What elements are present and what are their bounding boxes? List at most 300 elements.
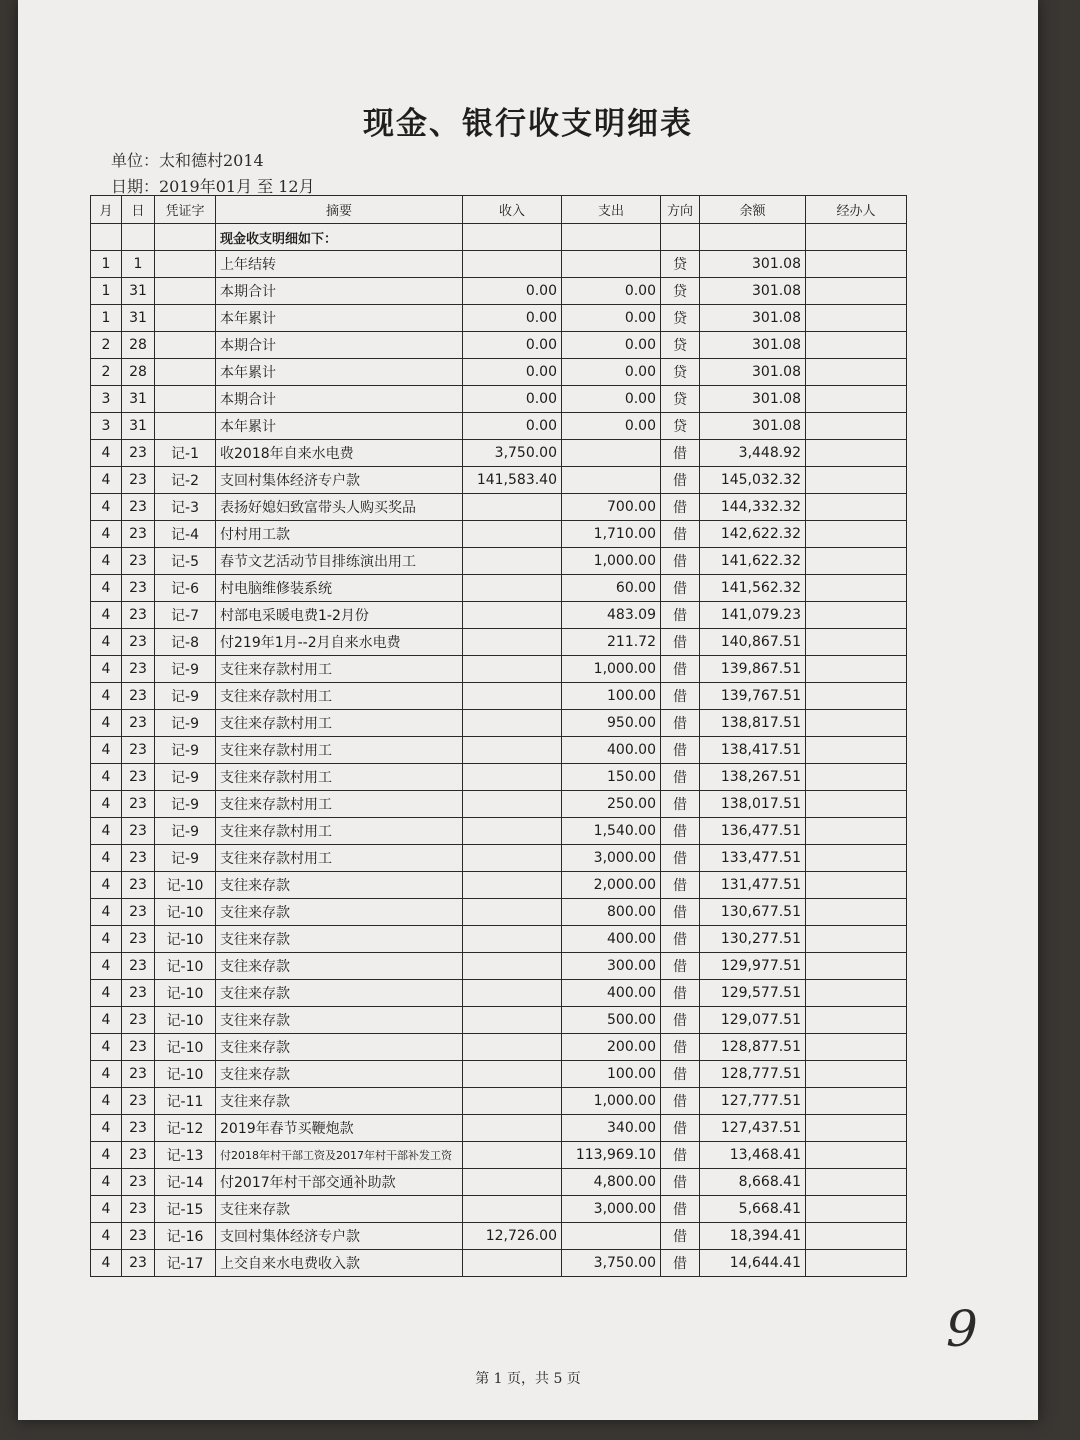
cell-balance: 128,777.51 (700, 1061, 806, 1088)
cell-balance: 145,032.32 (700, 467, 806, 494)
cell-income (463, 1061, 562, 1088)
cell-direction: 借 (661, 1115, 700, 1142)
cell-month: 4 (91, 494, 122, 521)
cell-handler (806, 1115, 907, 1142)
cell-day: 23 (122, 1223, 155, 1250)
cell-expense: 340.00 (562, 1115, 661, 1142)
col-voucher: 凭证字 (155, 196, 216, 224)
cell-expense: 800.00 (562, 899, 661, 926)
col-expense: 支出 (562, 196, 661, 224)
cell-income (463, 710, 562, 737)
cell-day: 31 (122, 278, 155, 305)
cell-expense: 0.00 (562, 332, 661, 359)
cell-expense: 300.00 (562, 953, 661, 980)
cell-expense: 200.00 (562, 1034, 661, 1061)
cell-voucher: 记-12 (155, 1115, 216, 1142)
cell-day: 23 (122, 602, 155, 629)
cell-voucher: 记-10 (155, 1007, 216, 1034)
cell-expense: 2,000.00 (562, 872, 661, 899)
cell-direction: 借 (661, 1223, 700, 1250)
cell-direction: 借 (661, 683, 700, 710)
cell-direction: 借 (661, 899, 700, 926)
cell-balance: 138,017.51 (700, 791, 806, 818)
cell-month: 4 (91, 602, 122, 629)
cell-balance: 139,767.51 (700, 683, 806, 710)
cell-expense: 3,750.00 (562, 1250, 661, 1277)
cell-income (463, 791, 562, 818)
cell-month: 2 (91, 359, 122, 386)
cell-month: 4 (91, 548, 122, 575)
cell-voucher (155, 305, 216, 332)
col-handler: 经办人 (806, 196, 907, 224)
cell-direction: 借 (661, 1007, 700, 1034)
cell-description: 村部电采暖电费1-2月份 (216, 602, 463, 629)
cell-income (463, 602, 562, 629)
col-direction: 方向 (661, 196, 700, 224)
cell-direction: 借 (661, 764, 700, 791)
table-row (91, 872, 907, 899)
cell-month: 4 (91, 1142, 122, 1169)
cell-day: 28 (122, 359, 155, 386)
cell-voucher: 记-5 (155, 548, 216, 575)
cell-voucher: 记-10 (155, 872, 216, 899)
cell-income (463, 521, 562, 548)
cell-direction: 借 (661, 710, 700, 737)
cell-expense: 500.00 (562, 1007, 661, 1034)
ledger-table (90, 195, 907, 1277)
cell-month: 4 (91, 872, 122, 899)
cell-direction: 借 (661, 845, 700, 872)
cell-income (463, 1196, 562, 1223)
cell-month: 3 (91, 413, 122, 440)
cell-direction: 借 (661, 1034, 700, 1061)
cell-month: 4 (91, 521, 122, 548)
cell-voucher: 记-4 (155, 521, 216, 548)
cell-income: 12,726.00 (463, 1223, 562, 1250)
cell-expense: 3,000.00 (562, 845, 661, 872)
cell-month: 1 (91, 251, 122, 278)
cell-day: 23 (122, 1034, 155, 1061)
cell-description: 支往来存款 (216, 1088, 463, 1115)
table-row (91, 980, 907, 1007)
cell-handler (806, 359, 907, 386)
cell-balance: 301.08 (700, 332, 806, 359)
cell-description: 付2017年村干部交通补助款 (216, 1169, 463, 1196)
cell-day: 31 (122, 413, 155, 440)
cell-income (463, 818, 562, 845)
cell-expense: 211.72 (562, 629, 661, 656)
cell-description: 支往来存款 (216, 872, 463, 899)
cell-month: 4 (91, 737, 122, 764)
cell-voucher: 记-13 (155, 1142, 216, 1169)
table-row (91, 521, 907, 548)
cell-handler (806, 494, 907, 521)
cell-balance: 3,448.92 (700, 440, 806, 467)
table-row (91, 710, 907, 737)
cell-day: 23 (122, 1250, 155, 1277)
cell-description: 支往来存款 (216, 899, 463, 926)
cell-balance: 301.08 (700, 413, 806, 440)
cell-income (463, 251, 562, 278)
cell-month: 4 (91, 440, 122, 467)
cell-month: 4 (91, 1088, 122, 1115)
cell-voucher: 记-9 (155, 737, 216, 764)
cell-balance: 142,622.32 (700, 521, 806, 548)
cell-voucher (155, 359, 216, 386)
cell-direction: 贷 (661, 305, 700, 332)
cell-income (463, 1115, 562, 1142)
cell-month: 4 (91, 1169, 122, 1196)
cell-month: 1 (91, 305, 122, 332)
cell-voucher: 记-9 (155, 683, 216, 710)
cell-expense: 0.00 (562, 386, 661, 413)
cell-handler (806, 656, 907, 683)
cell-month: 4 (91, 629, 122, 656)
cell-expense: 0.00 (562, 278, 661, 305)
table-row (91, 845, 907, 872)
cell-description: 支往来存款村用工 (216, 845, 463, 872)
cell-description: 支往来存款村用工 (216, 737, 463, 764)
cell-month: 4 (91, 1223, 122, 1250)
cell-voucher: 记-9 (155, 791, 216, 818)
cell-month: 4 (91, 899, 122, 926)
cell-description: 支往来存款 (216, 1034, 463, 1061)
cell-day: 23 (122, 440, 155, 467)
cell-expense: 150.00 (562, 764, 661, 791)
cell-handler (806, 1061, 907, 1088)
cell-income: 3,750.00 (463, 440, 562, 467)
table-row (91, 1115, 907, 1142)
cell-day: 23 (122, 953, 155, 980)
table-row (91, 953, 907, 980)
cell-voucher: 记-16 (155, 1223, 216, 1250)
cell-day: 23 (122, 1007, 155, 1034)
cell-income: 0.00 (463, 278, 562, 305)
cell-voucher (155, 386, 216, 413)
cell-handler (806, 818, 907, 845)
cell-day: 23 (122, 737, 155, 764)
cell-description: 本年累计 (216, 359, 463, 386)
cell-expense: 250.00 (562, 791, 661, 818)
cell-direction: 借 (661, 575, 700, 602)
cell-balance: 130,277.51 (700, 926, 806, 953)
cell-description: 支往来存款村用工 (216, 683, 463, 710)
cell-day: 23 (122, 575, 155, 602)
cell-voucher: 记-1 (155, 440, 216, 467)
cell-voucher: 记-15 (155, 1196, 216, 1223)
cell-expense (562, 440, 661, 467)
cell-month: 4 (91, 710, 122, 737)
document-page (18, 0, 1038, 1420)
cell-description: 付219年1月--2月自来水电费 (216, 629, 463, 656)
cell-description: 2019年春节买鞭炮款 (216, 1115, 463, 1142)
cell-income (463, 1088, 562, 1115)
cell-description: 支往来存款村用工 (216, 791, 463, 818)
cell-handler (806, 440, 907, 467)
cell-direction: 贷 (661, 386, 700, 413)
cell-handler (806, 386, 907, 413)
cell-handler (806, 548, 907, 575)
col-day: 日 (122, 196, 155, 224)
cell-expense: 4,800.00 (562, 1169, 661, 1196)
cell-expense: 700.00 (562, 494, 661, 521)
cell-voucher: 记-6 (155, 575, 216, 602)
cell-handler (806, 1223, 907, 1250)
table-row (91, 737, 907, 764)
cell-description: 上交自来水电费收入款 (216, 1250, 463, 1277)
cell-description: 春节文艺活动节目排练演出用工 (216, 548, 463, 575)
cell-expense: 400.00 (562, 737, 661, 764)
cell-voucher: 记-8 (155, 629, 216, 656)
cell-balance: 131,477.51 (700, 872, 806, 899)
cell-direction: 贷 (661, 251, 700, 278)
cell-description: 付村用工款 (216, 521, 463, 548)
cell-expense: 483.09 (562, 602, 661, 629)
cell-voucher: 记-9 (155, 818, 216, 845)
date-line: 日期：2019年01月 至 12月 (111, 177, 315, 196)
page-footer: 第 1 页，共 5 页 (475, 1371, 581, 1387)
cell-handler (806, 980, 907, 1007)
cell-voucher: 记-3 (155, 494, 216, 521)
cell-balance: 127,437.51 (700, 1115, 806, 1142)
cell-month: 4 (91, 683, 122, 710)
cell-day: 23 (122, 1088, 155, 1115)
cell-expense: 100.00 (562, 683, 661, 710)
col-month: 月 (91, 196, 122, 224)
cell-direction: 借 (661, 1169, 700, 1196)
cell-direction: 借 (661, 548, 700, 575)
cell-income: 0.00 (463, 359, 562, 386)
cell-description: 上年结转 (216, 251, 463, 278)
cell-handler (806, 1142, 907, 1169)
cell-month: 4 (91, 1196, 122, 1223)
cell-voucher: 记-9 (155, 764, 216, 791)
table-row (91, 278, 907, 305)
cell-voucher: 记-2 (155, 467, 216, 494)
table-row (91, 305, 907, 332)
cell-income (463, 656, 562, 683)
cell-direction: 借 (661, 980, 700, 1007)
cell-balance: 136,477.51 (700, 818, 806, 845)
cell-handler (806, 602, 907, 629)
cell-income: 141,583.40 (463, 467, 562, 494)
cell-handler (806, 278, 907, 305)
cell-income (463, 494, 562, 521)
cell-handler (806, 1169, 907, 1196)
cell-handler (806, 683, 907, 710)
cell-direction: 借 (661, 1250, 700, 1277)
cell-day: 23 (122, 1142, 155, 1169)
cell-income (463, 980, 562, 1007)
cell-handler (806, 467, 907, 494)
cell-income: 0.00 (463, 413, 562, 440)
cell-month: 4 (91, 1061, 122, 1088)
cell-balance: 301.08 (700, 251, 806, 278)
cell-day: 23 (122, 764, 155, 791)
cell-direction: 借 (661, 1196, 700, 1223)
cell-description: 支往来存款 (216, 1196, 463, 1223)
cell-description: 收2018年自来水电费 (216, 440, 463, 467)
cell-expense: 1,540.00 (562, 818, 661, 845)
cell-expense (562, 467, 661, 494)
cell-balance: 130,677.51 (700, 899, 806, 926)
cell-description: 表扬好媳妇致富带头人购买奖品 (216, 494, 463, 521)
table-row (91, 629, 907, 656)
cell-handler (806, 332, 907, 359)
cell-income (463, 1142, 562, 1169)
cell-day: 31 (122, 386, 155, 413)
cell-month: 4 (91, 980, 122, 1007)
cell-direction: 借 (661, 629, 700, 656)
section-row (91, 224, 907, 251)
table-row (91, 1196, 907, 1223)
cell-description: 本期合计 (216, 332, 463, 359)
col-balance: 余额 (700, 196, 806, 224)
cell-description: 本年累计 (216, 413, 463, 440)
cell-handler (806, 791, 907, 818)
cell-voucher: 记-10 (155, 980, 216, 1007)
cell-month: 4 (91, 845, 122, 872)
cell-handler (806, 1088, 907, 1115)
cell-voucher: 记-10 (155, 1034, 216, 1061)
table-row (91, 386, 907, 413)
table-row (91, 1007, 907, 1034)
cell-balance: 5,668.41 (700, 1196, 806, 1223)
cell-handler (806, 629, 907, 656)
col-income: 收入 (463, 196, 562, 224)
cell-month: 4 (91, 467, 122, 494)
cell-day: 28 (122, 332, 155, 359)
cell-expense: 1,000.00 (562, 1088, 661, 1115)
cell-voucher: 记-9 (155, 656, 216, 683)
cell-handler (806, 737, 907, 764)
cell-day: 23 (122, 710, 155, 737)
cell-month: 1 (91, 278, 122, 305)
cell-day: 23 (122, 521, 155, 548)
cell-month: 2 (91, 332, 122, 359)
cell-direction: 借 (661, 1142, 700, 1169)
cell-handler (806, 1034, 907, 1061)
cell-balance: 14,644.41 (700, 1250, 806, 1277)
cell-income (463, 737, 562, 764)
cell-day: 23 (122, 1061, 155, 1088)
table-row (91, 764, 907, 791)
cell-income: 0.00 (463, 386, 562, 413)
cell-balance: 301.08 (700, 386, 806, 413)
cell-expense: 60.00 (562, 575, 661, 602)
table-row (91, 251, 907, 278)
cell-handler (806, 764, 907, 791)
cell-description: 支往来存款 (216, 1007, 463, 1034)
cell-expense: 1,710.00 (562, 521, 661, 548)
cell-direction: 贷 (661, 359, 700, 386)
cell-description: 付2018年村干部工资及2017年村干部补发工资 (216, 1142, 463, 1169)
cell-voucher: 记-17 (155, 1250, 216, 1277)
cell-handler (806, 953, 907, 980)
cell-income: 0.00 (463, 305, 562, 332)
page-title: 现金、银行收支明细表 (363, 106, 693, 142)
table-row (91, 575, 907, 602)
cell-day: 23 (122, 791, 155, 818)
cell-direction: 借 (661, 467, 700, 494)
cell-day: 23 (122, 1169, 155, 1196)
cell-income (463, 548, 562, 575)
cell-balance: 138,417.51 (700, 737, 806, 764)
cell-direction: 借 (661, 602, 700, 629)
table-row (91, 1142, 907, 1169)
cell-income (463, 899, 562, 926)
table-row (91, 602, 907, 629)
cell-direction: 借 (661, 1061, 700, 1088)
cell-description: 支往来存款村用工 (216, 656, 463, 683)
cell-balance: 141,562.32 (700, 575, 806, 602)
cell-description: 支回村集体经济专户款 (216, 467, 463, 494)
cell-month: 4 (91, 818, 122, 845)
cell-direction: 贷 (661, 413, 700, 440)
col-description: 摘要 (216, 196, 463, 224)
cell-balance: 129,077.51 (700, 1007, 806, 1034)
cell-description: 支往来存款 (216, 953, 463, 980)
cell-expense: 1,000.00 (562, 656, 661, 683)
cell-direction: 借 (661, 440, 700, 467)
cell-balance: 133,477.51 (700, 845, 806, 872)
section-label: 现金收支明细如下： (216, 224, 463, 251)
cell-voucher: 记-9 (155, 710, 216, 737)
table-row (91, 791, 907, 818)
table-row (91, 548, 907, 575)
cell-balance: 138,817.51 (700, 710, 806, 737)
cell-balance: 129,577.51 (700, 980, 806, 1007)
cell-voucher (155, 251, 216, 278)
cell-income: 0.00 (463, 332, 562, 359)
cell-description: 支往来存款 (216, 980, 463, 1007)
cell-handler (806, 305, 907, 332)
cell-expense: 950.00 (562, 710, 661, 737)
cell-handler (806, 845, 907, 872)
cell-expense (562, 1223, 661, 1250)
cell-balance: 127,777.51 (700, 1088, 806, 1115)
cell-day: 23 (122, 899, 155, 926)
table-row (91, 440, 907, 467)
cell-description: 本年累计 (216, 305, 463, 332)
header-row (91, 196, 907, 224)
cell-month: 4 (91, 1007, 122, 1034)
cell-income (463, 926, 562, 953)
cell-balance: 301.08 (700, 359, 806, 386)
cell-description: 村电脑维修装系统 (216, 575, 463, 602)
cell-balance: 18,394.41 (700, 1223, 806, 1250)
table-row (91, 656, 907, 683)
table-row (91, 359, 907, 386)
table-row (91, 413, 907, 440)
cell-day: 31 (122, 305, 155, 332)
cell-expense: 400.00 (562, 980, 661, 1007)
cell-expense: 0.00 (562, 359, 661, 386)
cell-day: 23 (122, 494, 155, 521)
cell-direction: 借 (661, 521, 700, 548)
cell-handler (806, 521, 907, 548)
cell-expense: 1,000.00 (562, 548, 661, 575)
cell-voucher: 记-10 (155, 953, 216, 980)
cell-handler (806, 926, 907, 953)
cell-day: 23 (122, 1115, 155, 1142)
table-row (91, 1061, 907, 1088)
cell-day: 23 (122, 548, 155, 575)
cell-description: 支回村集体经济专户款 (216, 1223, 463, 1250)
cell-balance: 8,668.41 (700, 1169, 806, 1196)
table-row (91, 332, 907, 359)
cell-direction: 贷 (661, 332, 700, 359)
